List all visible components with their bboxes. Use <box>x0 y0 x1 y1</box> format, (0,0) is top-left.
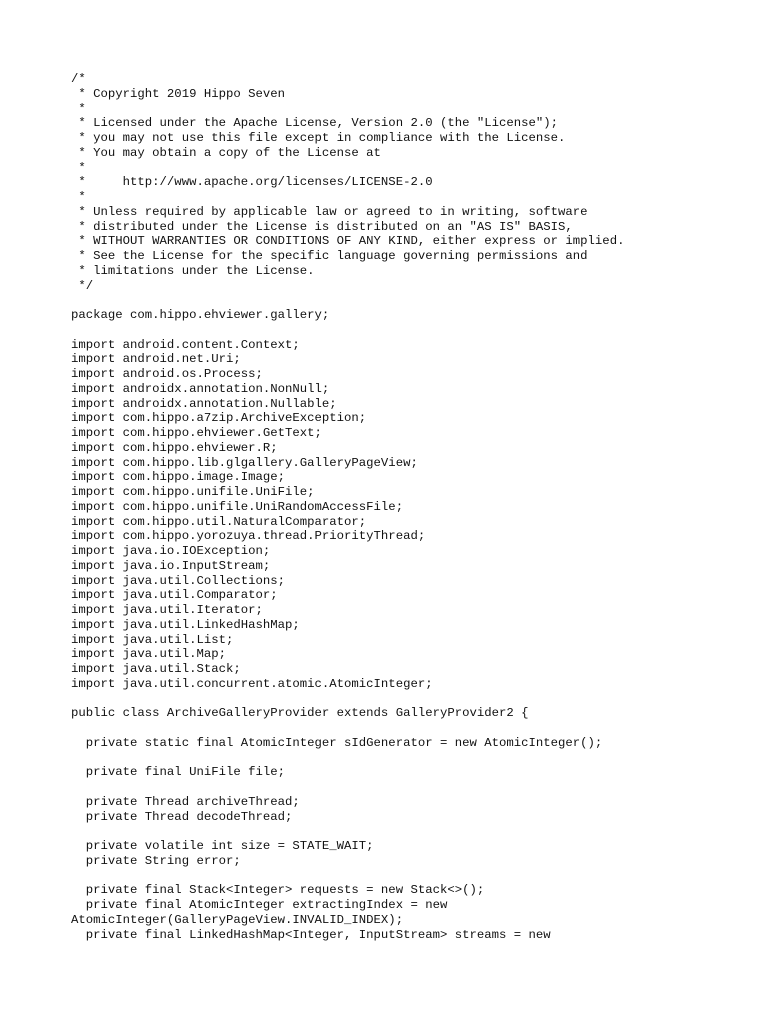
code-line: import com.hippo.ehviewer.GetText; <box>71 426 322 440</box>
code-line: import java.util.Stack; <box>71 662 241 676</box>
code-line: import java.util.LinkedHashMap; <box>71 617 300 632</box>
code-line <box>71 780 624 795</box>
code-line: import java.util.List; <box>71 632 234 647</box>
code-line: import com.hippo.yorozuya.thread.PriorityThread; <box>71 529 426 544</box>
code-line: import java.io.IOException; <box>71 544 271 558</box>
code-line: * Copyright 2019 Hippo Seven <box>71 86 286 101</box>
code-line: * you may not use this file except in compliance with the License. <box>71 131 566 145</box>
code-line: import androidx.annotation.Nullable; <box>71 396 337 411</box>
code-line: import com.hippo.util.NaturalComparator; <box>71 514 367 529</box>
code-line: import java.io.InputStream; <box>71 558 271 573</box>
code-line: private volatile int size = STATE_WAIT; <box>71 839 374 853</box>
code-line: * <box>71 101 86 116</box>
code-line: import java.util.Collections; <box>71 573 286 588</box>
code-line: * See the License for the specific language governing permissions and <box>71 249 588 263</box>
code-line: import com.hippo.unifile.UniFile; <box>71 485 315 499</box>
code-line: import com.hippo.a7zip.ArchiveException; <box>71 411 367 426</box>
code-line <box>71 692 624 707</box>
code-line: import android.content.Context; <box>71 337 300 352</box>
code-line: /* <box>71 72 86 86</box>
code-line: import java.util.Iterator; <box>71 603 263 617</box>
code-line <box>71 721 624 736</box>
code-line: import com.hippo.unifile.UniRandomAccessFile; <box>71 499 404 514</box>
code-line: private final UniFile file; <box>71 765 286 780</box>
code-line: import android.os.Process; <box>71 367 263 381</box>
code-line: private Thread archiveThread; <box>71 794 300 809</box>
code-line: * <box>71 190 86 204</box>
code-line: * limitations under the License. <box>71 263 315 278</box>
code-line: * You may obtain a copy of the License at <box>71 145 381 160</box>
source-code-listing <box>71 72 624 942</box>
code-line: * <box>71 160 86 175</box>
code-line <box>71 824 624 839</box>
code-line: */ <box>71 278 94 293</box>
code-line: import java.util.Comparator; <box>71 588 278 603</box>
code-line: * distributed under the License is distributed on an "AS IS" BASIS, <box>71 219 573 234</box>
code-line: * Unless required by applicable law or agreed to in writing, software <box>71 204 588 219</box>
code-line: import androidx.annotation.NonNull; <box>71 381 330 396</box>
code-line: public class ArchiveGalleryProvider extends GalleryProvider2 { <box>71 706 529 721</box>
code-line <box>71 323 624 338</box>
code-line: private final AtomicInteger extractingIndex = new <box>71 898 448 912</box>
code-line: private final LinkedHashMap<Integer, InputStream> streams = new <box>71 927 551 942</box>
code-line: package com.hippo.ehviewer.gallery; <box>71 308 330 322</box>
code-line: AtomicInteger(GalleryPageView.INVALID_INDEX); <box>71 912 404 927</box>
code-line: private static final AtomicInteger sIdGenerator = new AtomicInteger(); <box>71 735 603 750</box>
code-line: private String error; <box>71 853 241 868</box>
code-line: import java.util.concurrent.atomic.AtomicInteger; <box>71 676 433 691</box>
code-line: private final Stack<Integer> requests = new Stack<>(); <box>71 883 485 898</box>
code-line: import com.hippo.image.Image; <box>71 470 286 485</box>
code-line: import java.util.Map; <box>71 647 226 662</box>
code-line <box>71 751 624 766</box>
code-line: * Licensed under the Apache License, Version 2.0 (the "License"); <box>71 116 559 131</box>
code-line: * WITHOUT WARRANTIES OR CONDITIONS OF ANY KIND, either express or implied. <box>71 234 625 249</box>
code-line: private Thread decodeThread; <box>71 809 293 824</box>
code-line: import com.hippo.lib.glgallery.GalleryPageView; <box>71 455 418 470</box>
code-line: * http://www.apache.org/licenses/LICENSE-2.0 <box>71 175 433 190</box>
code-line: import android.net.Uri; <box>71 352 241 367</box>
code-line <box>71 869 624 884</box>
code-line <box>71 293 624 308</box>
code-line: import com.hippo.ehviewer.R; <box>71 440 278 455</box>
